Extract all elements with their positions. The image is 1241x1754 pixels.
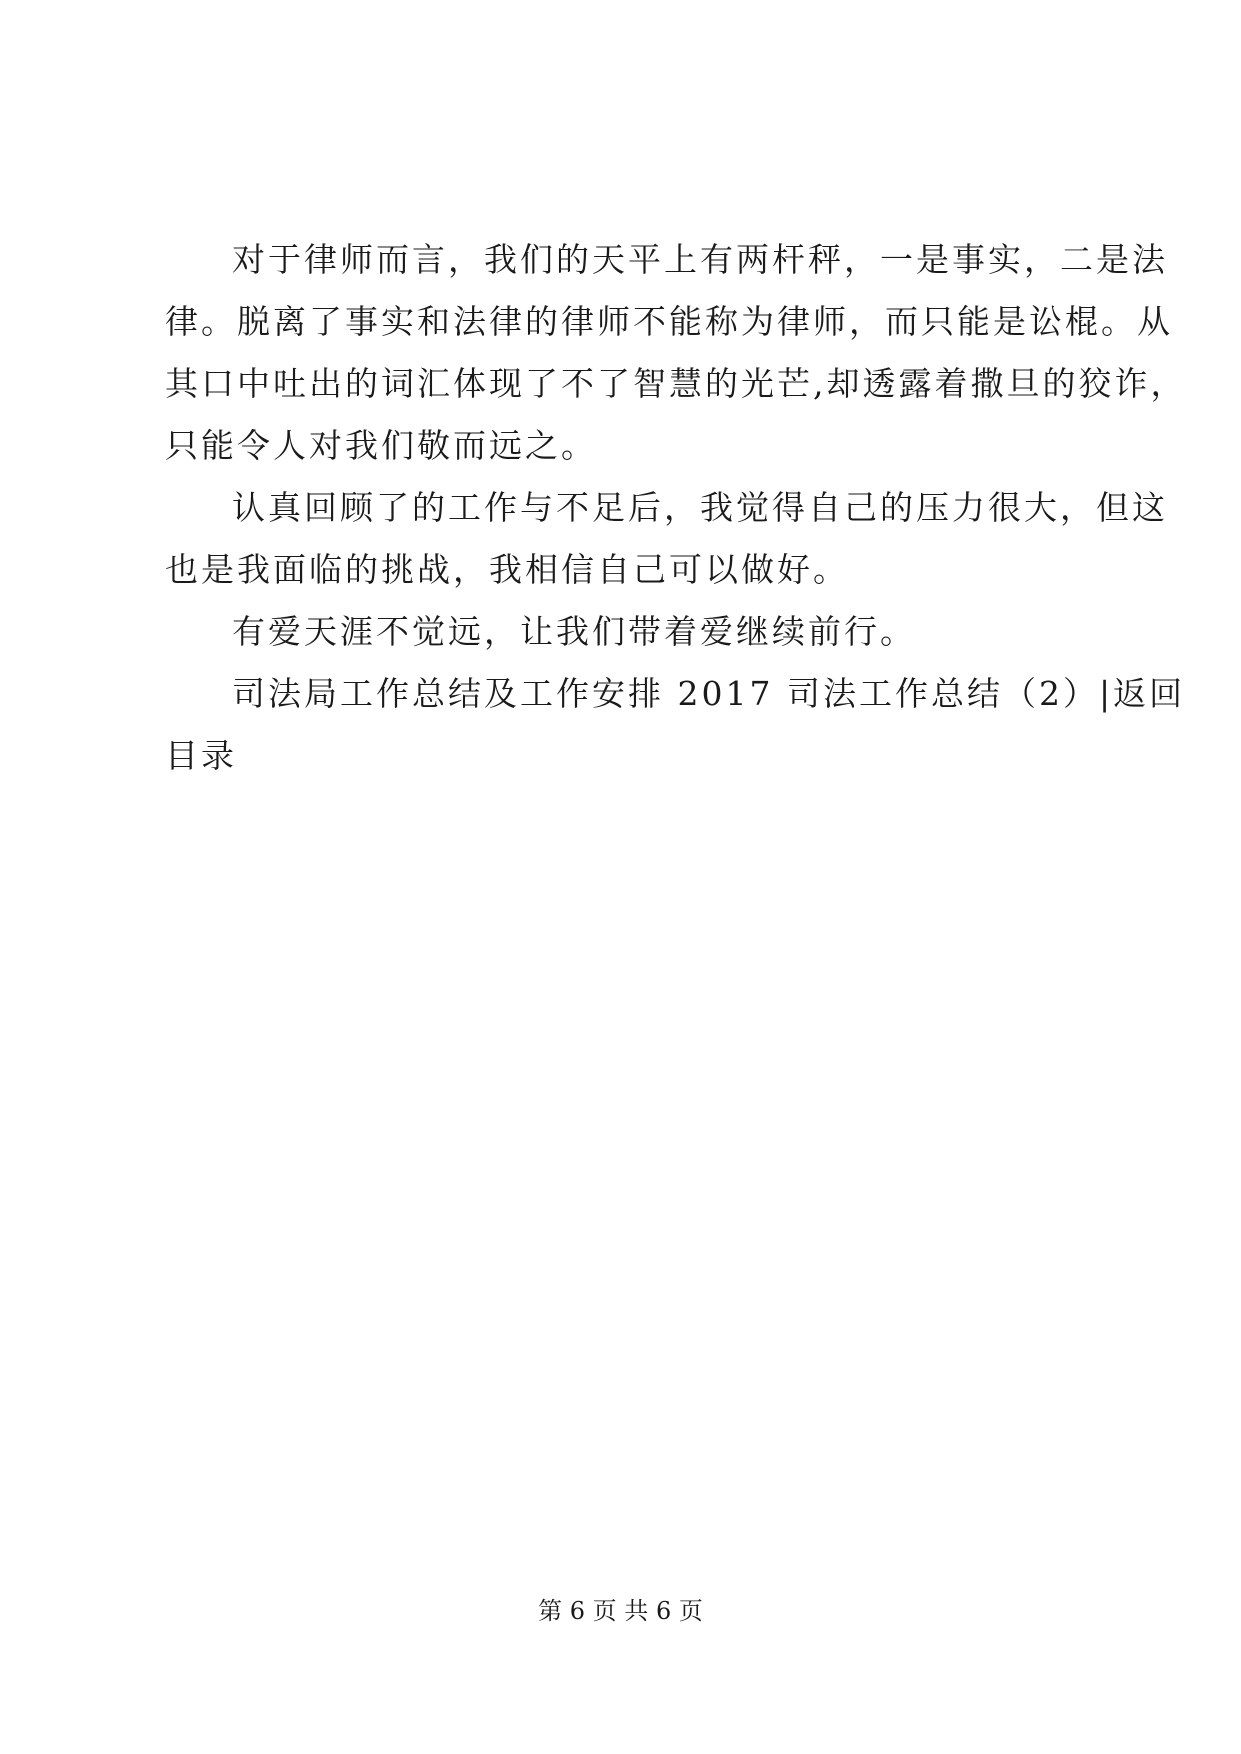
paragraph-1-line-4: 只能令人对我们敬而远之。 xyxy=(165,426,597,465)
page-number-footer: 第 6 页 共 6 页 xyxy=(538,1597,703,1625)
paragraph-1-line-3: 其口中吐出的词汇体现了不了智慧的光芒,却透露着撒旦的狡诈， xyxy=(165,364,1187,403)
paragraph-2-line-2: 也是我面临的挑战，我相信自己可以做好。 xyxy=(165,550,849,589)
paragraph-4-line-2[interactable]: 目录 xyxy=(165,736,237,775)
paragraph-2-line-1: 认真回顾了的工作与不足后，我觉得自己的压力很大，但这 xyxy=(232,488,1168,527)
paragraph-1-line-2: 律。脱离了事实和法律的律师不能称为律师，而只能是讼棍。从 xyxy=(165,302,1173,341)
paragraph-1-line-1: 对于律师而言，我们的天平上有两杆秤，一是事实，二是法 xyxy=(232,240,1168,279)
paragraph-4-line-1[interactable]: 司法局工作总结及工作安排 2017 司法工作总结（2）|返回 xyxy=(232,674,1186,713)
paragraph-3-line-1: 有爱天涯不觉远，让我们带着爱继续前行。 xyxy=(232,612,916,651)
